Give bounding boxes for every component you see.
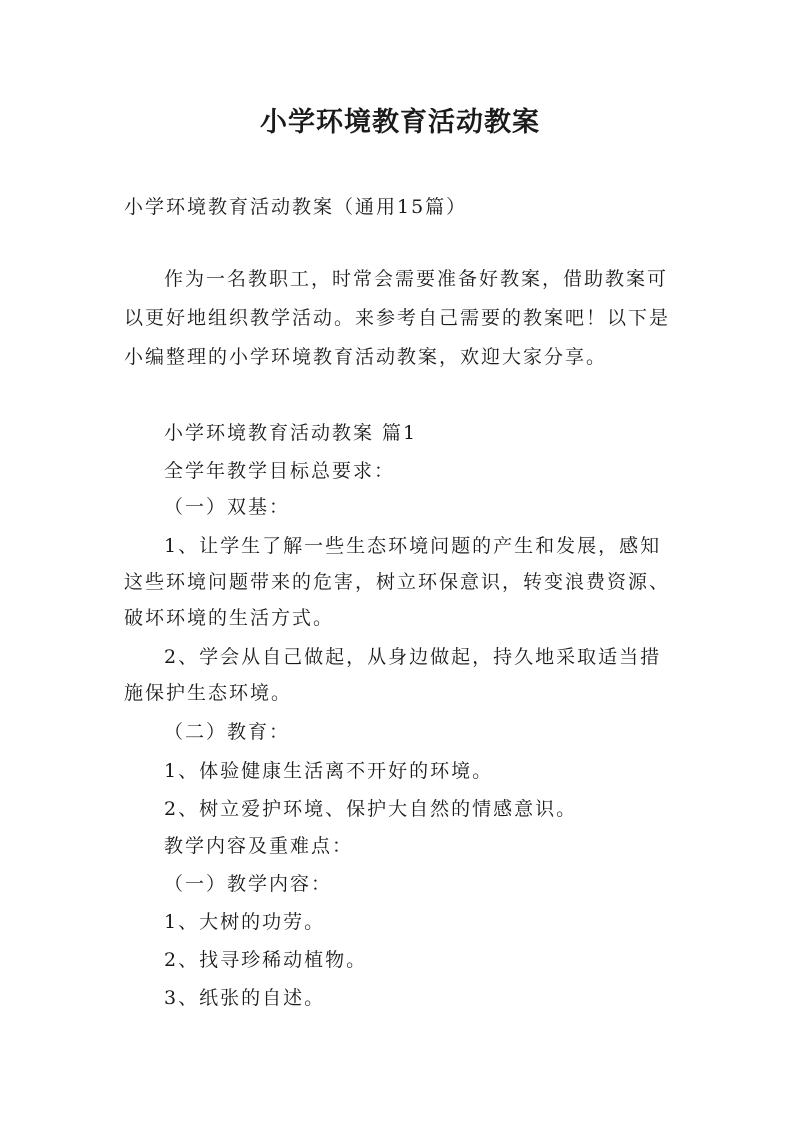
- body-line: 这些环境问题带来的危害，树立环保意识，转变浪费资源、: [124, 571, 671, 593]
- body-line: 2、树立爱护环境、保护大自然的情感意识。: [164, 798, 578, 820]
- body-line: 全学年教学目标总要求：: [164, 460, 396, 482]
- body-line: 1、体验健康生活离不开好的环境。: [164, 760, 494, 782]
- intro-line: 作为一名教职工，时常会需要准备好教案，借助教案可: [164, 268, 669, 290]
- body-line: 教学内容及重难点：: [164, 835, 354, 857]
- body-line: （二）教育：: [164, 721, 291, 743]
- body-line: 2、找寻珍稀动植物。: [164, 949, 368, 971]
- body-line: 1、大树的功劳。: [164, 911, 326, 933]
- body-line: （一）双基：: [164, 496, 291, 518]
- section-heading: 小学环境教育活动教案 篇1: [164, 422, 418, 444]
- body-line: 2、学会从自己做起，从身边做起，持久地采取适当措: [164, 646, 662, 668]
- document-subtitle: 小学环境教育活动教案（通用15篇）: [124, 196, 468, 218]
- body-line: 3、纸张的自述。: [164, 987, 326, 1009]
- body-line: 1、让学生了解一些生态环境问题的产生和发展，感知: [164, 535, 662, 557]
- intro-line: 小编整理的小学环境教育活动教案，欢迎大家分享。: [124, 346, 608, 368]
- body-line: 施保护生态环境。: [124, 682, 293, 704]
- body-line: 破坏环境的生活方式。: [124, 607, 335, 629]
- intro-line: 以更好地组织教学活动。来参考自己需要的教案吧！以下是: [124, 307, 671, 329]
- document-title: 小学环境教育活动教案: [260, 107, 540, 138]
- body-line: （一）教学内容：: [164, 873, 333, 895]
